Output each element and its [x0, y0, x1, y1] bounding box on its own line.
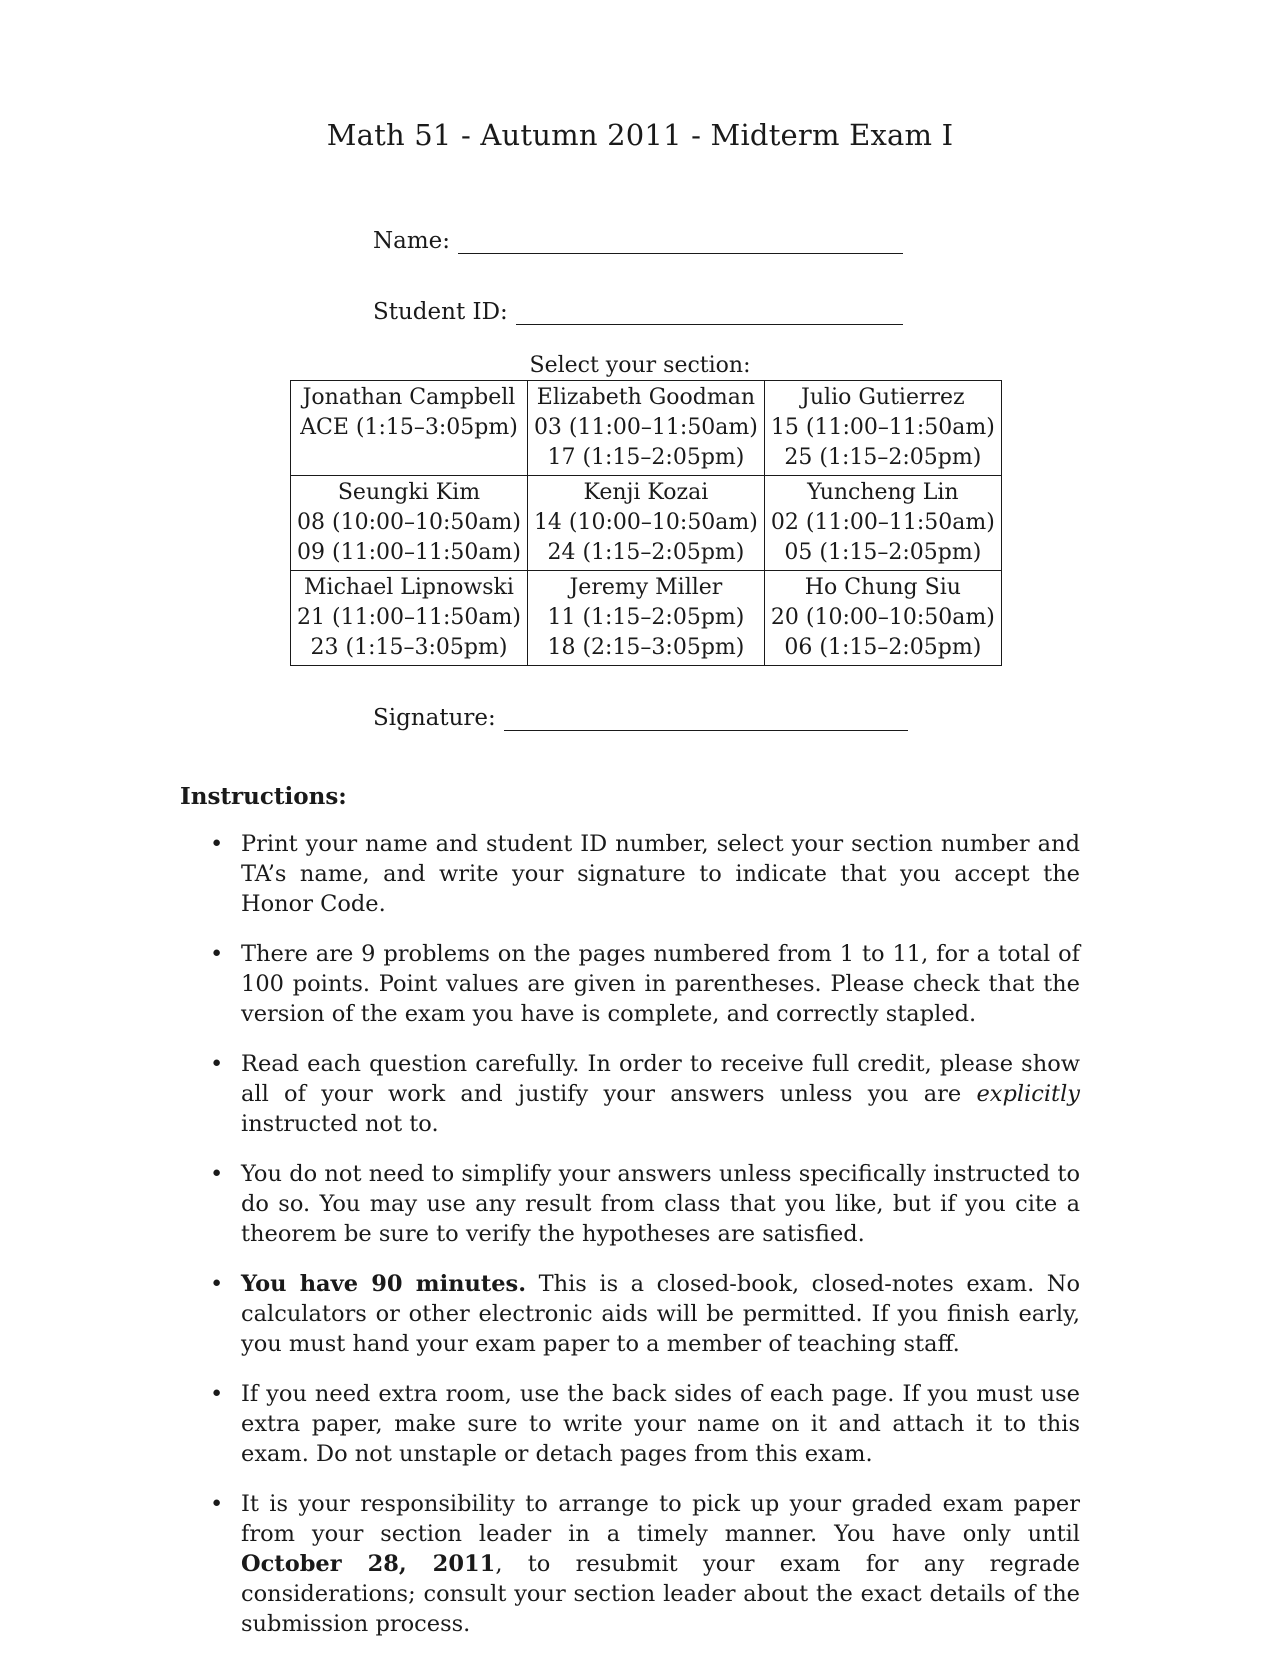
list-item	[210, 1049, 1080, 1139]
ta-name: Jonathan Campbell	[302, 385, 516, 410]
section-cell[interactable]	[764, 381, 1001, 476]
list-item	[210, 939, 1080, 1029]
bullet-icon: •	[210, 1381, 224, 1407]
list-item	[210, 1269, 1080, 1359]
ta-name: Jeremy Miller	[569, 575, 723, 600]
section-row	[291, 571, 1002, 666]
section-cell[interactable]	[291, 381, 528, 476]
ta-name: Elizabeth Goodman	[536, 385, 756, 410]
instruction-text: This is a closed-book, closed-notes exam. No calculators or other electronic aids will be permitted. If you finish early, you must hand your exam paper to a member of teaching staff.	[241, 1271, 1081, 1357]
ta-name: Seungki Kim	[337, 480, 481, 505]
name-field[interactable]	[373, 228, 903, 254]
instruction-text: You do not need to simplify your answers unless specifically instructed to do so. You may use any result from class that you like, but if you cite a theorem be sure to verify the hypotheses are satisfied.	[241, 1161, 1080, 1247]
list-item	[210, 1159, 1080, 1249]
section-cell[interactable]	[764, 476, 1001, 571]
student-id-label: Student ID:	[373, 299, 508, 325]
name-label: Name:	[373, 228, 451, 254]
section-table	[290, 380, 1002, 666]
instruction-text: , to resubmit your exam for any regrade considerations; consult your section leader about the exact details of the submission process.	[241, 1551, 1080, 1637]
section-time: 02 (11:00–11:50am)	[770, 510, 995, 535]
section-time: 24 (1:15–2:05pm)	[547, 540, 745, 565]
section-time: 21 (11:00–11:50am)	[297, 605, 521, 630]
instruction-text: It is your responsibility to arrange to pick up your graded exam paper from your section leader in a timely manner. You have only until	[241, 1491, 1080, 1547]
signature-line[interactable]	[504, 708, 908, 731]
section-time: 11 (1:15–2:05pm)	[547, 605, 745, 630]
section-time: 15 (11:00–11:50am)	[770, 415, 995, 440]
section-time: 09 (11:00–11:50am)	[297, 540, 521, 565]
section-cell[interactable]	[527, 381, 764, 476]
list-item	[210, 1379, 1080, 1469]
bullet-icon: •	[210, 1051, 224, 1077]
section-cell[interactable]	[527, 476, 764, 571]
section-time: 03 (11:00–11:50am)	[533, 415, 758, 440]
ta-name: Ho Chung Siu	[804, 575, 961, 600]
exam-title: Math 51 - Autumn 2011 - Midterm Exam I	[326, 118, 954, 152]
section-time: 17 (1:15–2:05pm)	[547, 445, 745, 470]
section-cell[interactable]	[291, 571, 528, 666]
time-limit-text: You have 90 minutes.	[241, 1271, 527, 1297]
ta-name: Yuncheng Lin	[807, 480, 959, 505]
instruction-text: There are 9 problems on the pages numbered from 1 to 11, for a total of 100 points. Point values are given in parentheses. Please check that the version of the exam you have is complete, and correctly stapled.	[241, 941, 1080, 1027]
section-time: 18 (2:15–3:05pm)	[547, 635, 745, 660]
section-time: 20 (10:00–10:50am)	[770, 605, 995, 630]
bullet-icon: •	[210, 1491, 224, 1517]
instructions-heading: Instructions:	[180, 783, 347, 810]
signature-field[interactable]	[373, 705, 908, 731]
bullet-icon: •	[210, 831, 224, 857]
section-cell[interactable]	[527, 571, 764, 666]
list-item	[210, 829, 1080, 919]
section-row	[291, 381, 1002, 476]
section-time: 25 (1:15–2:05pm)	[784, 445, 982, 470]
section-time: ACE (1:15–3:05pm)	[300, 415, 518, 440]
section-cell[interactable]	[291, 476, 528, 571]
emphasis-text: explicitly	[976, 1081, 1080, 1107]
student-id-field[interactable]	[373, 299, 903, 325]
ta-name: Kenji Kozai	[583, 480, 709, 505]
bullet-icon: •	[210, 1271, 224, 1297]
section-time: 23 (1:15–3:05pm)	[310, 635, 508, 660]
section-caption: Select your section:	[529, 353, 751, 378]
list-item	[210, 1489, 1080, 1639]
section-time: 06 (1:15–2:05pm)	[784, 635, 982, 660]
section-time: 14 (10:00–10:50am)	[533, 510, 758, 535]
instruction-text: Print your name and student ID number, select your section number and TA’s name, and write your signature to indicate that you accept the Honor Code.	[241, 831, 1080, 917]
instruction-text: instructed not to.	[241, 1111, 439, 1137]
instruction-text: If you need extra room, use the back sides of each page. If you must use extra paper, make sure to write your name on it and attach it to this exam. Do not unstaple or detach pages from this exam.	[241, 1381, 1080, 1467]
section-row	[291, 476, 1002, 571]
section-cell[interactable]	[764, 571, 1001, 666]
signature-label: Signature:	[373, 705, 496, 731]
ta-name: Michael Lipnowski	[304, 575, 514, 600]
section-time: 05 (1:15–2:05pm)	[784, 540, 982, 565]
ta-name: Julio Gutierrez	[801, 385, 965, 410]
instruction-text: Read each question carefully. In order to receive full credit, please show all of your work and justify your answers unless you are	[241, 1051, 1080, 1107]
student-id-line[interactable]	[516, 302, 903, 325]
deadline-date: October 28, 2011	[241, 1551, 496, 1577]
bullet-icon: •	[210, 941, 224, 967]
instructions-list	[210, 829, 1080, 1659]
name-line[interactable]	[458, 231, 903, 254]
section-time: 08 (10:00–10:50am)	[297, 510, 521, 535]
bullet-icon: •	[210, 1161, 224, 1187]
